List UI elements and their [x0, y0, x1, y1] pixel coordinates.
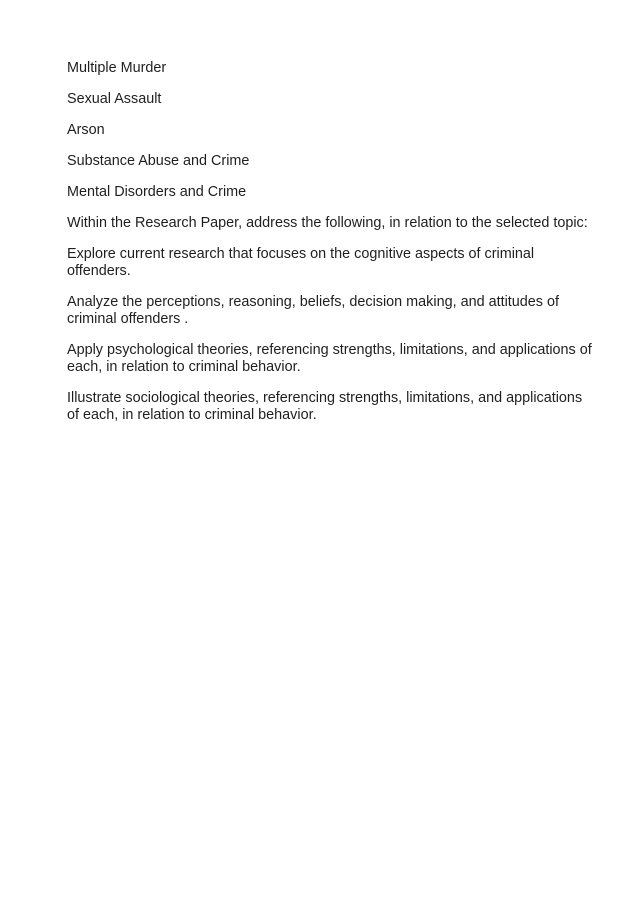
- topic-multiple-murder: Multiple Murder: [67, 60, 167, 76]
- topic-sexual-assault: Sexual Assault: [67, 91, 162, 107]
- topic-arson: Arson: [67, 122, 105, 138]
- topic-substance-abuse: Substance Abuse and Crime: [67, 153, 250, 169]
- requirement-apply: Apply psychological theories, referencing strengths, limitations, and applications of each, in relation to criminal behavior.: [67, 342, 592, 375]
- requirement-analyze: Analyze the perceptions, reasoning, beliefs, decision making, and attitudes of criminal offenders .: [67, 294, 559, 327]
- topic-mental-disorders: Mental Disorders and Crime: [67, 184, 247, 200]
- requirement-explore: Explore current research that focuses on the cognitive aspects of criminal offenders.: [67, 246, 535, 279]
- document-body: [67, 60, 592, 438]
- instructions-paragraph: Within the Research Paper, address the following, in relation to the selected topic:: [67, 215, 588, 231]
- requirement-illustrate: Illustrate sociological theories, referencing strengths, limitations, and applications of each, in relation to criminal behavior.: [67, 390, 583, 423]
